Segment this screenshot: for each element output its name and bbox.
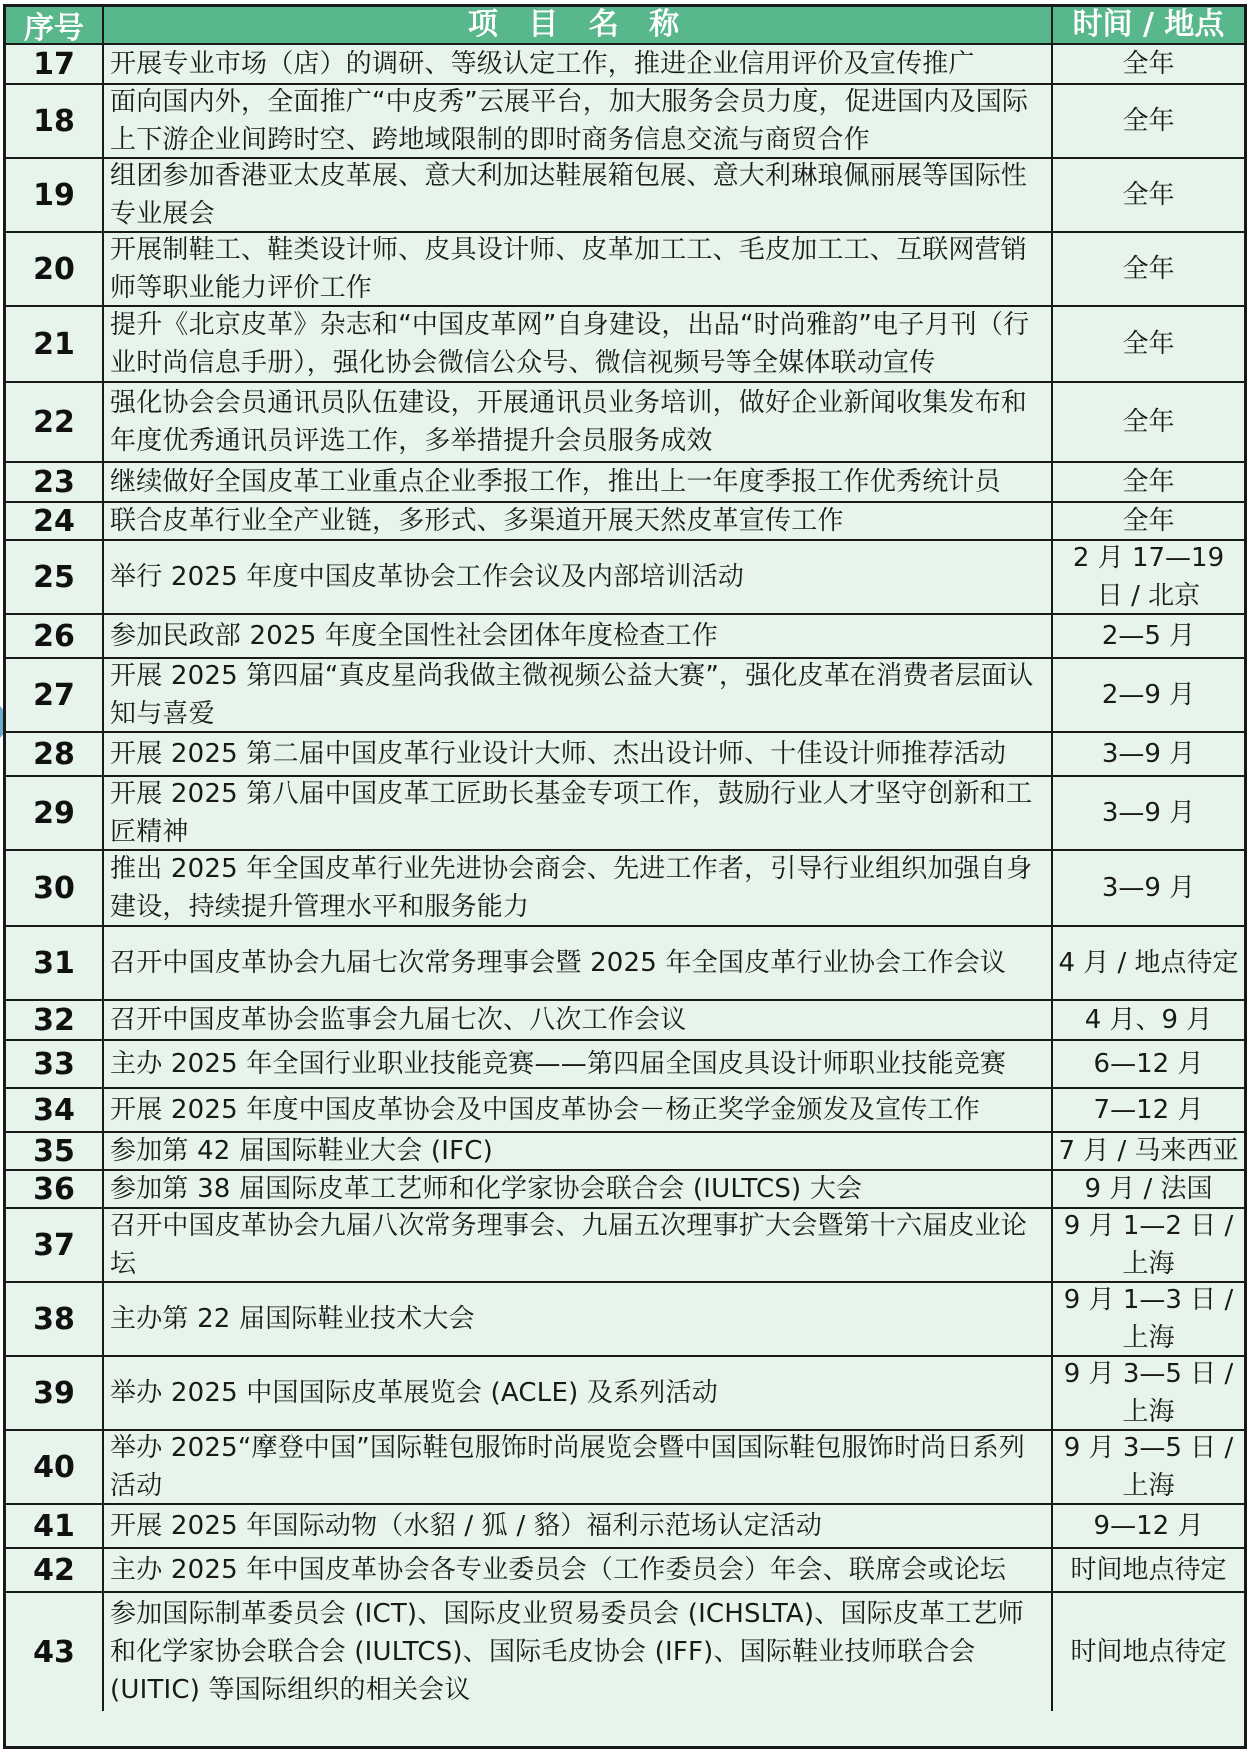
table-row: [6, 1171, 1244, 1209]
row-num: 18: [6, 85, 104, 157]
row-name: 举办 2025“摩登中国”国际鞋包服饰时尚展览会暨中国国际鞋包服饰时尚日系列活动: [104, 1431, 1053, 1503]
table-row: [6, 541, 1244, 615]
table-row: [6, 45, 1244, 85]
table-row: [6, 1133, 1244, 1171]
row-num: 42: [6, 1549, 104, 1591]
row-num: 40: [6, 1431, 104, 1503]
row-num: 35: [6, 1133, 104, 1169]
row-num: 41: [6, 1505, 104, 1547]
table-row: [6, 383, 1244, 463]
row-time: 7—12 月: [1093, 1095, 1204, 1125]
row-name: 参加第 38 届国际皮革工艺师和化学家协会联合会 (IULTCS) 大会: [104, 1171, 1053, 1207]
table-row: [6, 307, 1244, 383]
row-time: 全年: [1122, 49, 1175, 79]
header-num: 序号: [6, 7, 104, 43]
row-time: 9—12 月: [1093, 1511, 1204, 1541]
row-time: 2—5 月: [1101, 621, 1196, 651]
table-row: [6, 659, 1244, 733]
row-time: 4 月 / 地点待定: [1058, 948, 1239, 978]
row-time: 全年: [1122, 180, 1175, 210]
row-num: 28: [6, 733, 104, 775]
row-name: 推出 2025 年全国皮革行业先进协会商会、先进工作者，引导行业组织加强自身建设，持续提升管理水平和服务能力: [104, 851, 1053, 925]
row-name: 组团参加香港亚太皮革展、意大利加达鞋展箱包展、意大利琳琅佩丽展等国际性专业展会: [104, 159, 1053, 231]
row-name: 面向国内外，全面推广“中皮秀”云展平台，加大服务会员力度，促进国内及国际上下游企业间跨时空、跨地域限制的即时商务信息交流与商贸合作: [104, 85, 1053, 157]
row-num: 34: [6, 1089, 104, 1131]
table-row: [6, 1209, 1244, 1283]
table-row: [6, 85, 1244, 159]
row-time: 9 月 1—2 日 / 上海: [1063, 1211, 1234, 1279]
row-name: 参加第 42 届国际鞋业大会 (IFC): [104, 1133, 1053, 1169]
row-time: 全年: [1122, 506, 1175, 536]
row-name: 开展制鞋工、鞋类设计师、皮具设计师、皮革加工工、毛皮加工工、互联网营销师等职业能力评价工作: [104, 233, 1053, 305]
table-header-row: [6, 7, 1244, 45]
row-name: 主办第 22 届国际鞋业技术大会: [104, 1283, 1053, 1355]
header-name: 项 目 名 称: [104, 7, 1053, 43]
row-num: 31: [6, 927, 104, 999]
table-row: [6, 1283, 1244, 1357]
table-row: [6, 777, 1244, 851]
row-num: 30: [6, 851, 104, 925]
table-row: [6, 1549, 1244, 1593]
row-time: 全年: [1122, 106, 1175, 136]
row-num: 19: [6, 159, 104, 231]
row-num: 27: [6, 659, 104, 731]
row-time: 4 月、9 月: [1084, 1005, 1213, 1035]
row-num: 36: [6, 1171, 104, 1207]
table-row: [6, 1593, 1244, 1711]
row-name: 举行 2025 年度中国皮革协会工作会议及内部培训活动: [104, 541, 1053, 613]
row-num: 32: [6, 1001, 104, 1039]
row-time: 3—9 月: [1101, 873, 1196, 903]
row-time: 9 月 3—5 日 / 上海: [1063, 1359, 1234, 1427]
row-time: 全年: [1122, 329, 1175, 359]
table-row: [6, 927, 1244, 1001]
row-num: 33: [6, 1041, 104, 1087]
row-name: 继续做好全国皮革工业重点企业季报工作，推出上一年度季报工作优秀统计员: [104, 463, 1053, 501]
row-name: 提升《北京皮革》杂志和“中国皮革网”自身建设，出品“时尚雅韵”电子月刊（行业时尚信息手册），强化协会微信公众号、微信视频号等全媒体联动宣传: [104, 307, 1053, 381]
table-row: [6, 233, 1244, 307]
row-name: 参加国际制革委员会 (ICT)、国际皮业贸易委员会 (ICHSLTA)、国际皮革工艺师和化学家协会联合会 (IULTCS)、国际毛皮协会 (IFF)、国际鞋业技师联合会 (UITIC) 等国际组织的相关会议: [104, 1593, 1053, 1711]
row-time: 3—9 月: [1101, 798, 1196, 828]
row-num: 26: [6, 615, 104, 657]
table-row: [6, 1089, 1244, 1133]
row-name: 开展专业市场（店）的调研、等级认定工作，推进企业信用评价及宣传推广: [104, 45, 1053, 83]
row-name: 联合皮革行业全产业链，多形式、多渠道开展天然皮革宣传工作: [104, 503, 1053, 539]
header-time: 时间 / 地点: [1072, 7, 1225, 42]
row-num: 37: [6, 1209, 104, 1281]
row-time: 9 月 3—5 日 / 上海: [1063, 1433, 1234, 1501]
table-row: [6, 1041, 1244, 1089]
row-time: 3—9 月: [1101, 739, 1196, 769]
row-num: 29: [6, 777, 104, 849]
row-name: 开展 2025 第四届“真皮星尚我做主微视频公益大赛”，强化皮革在消费者层面认知与喜爱: [104, 659, 1053, 731]
row-name: 开展 2025 年度中国皮革协会及中国皮革协会－杨正奖学金颁发及宣传工作: [104, 1089, 1053, 1131]
row-name: 开展 2025 第八届中国皮革工匠助长基金专项工作，鼓励行业人才坚守创新和工匠精神: [104, 777, 1053, 849]
row-time: 2 月 17—19 日 / 北京: [1072, 543, 1225, 611]
row-num: 21: [6, 307, 104, 381]
row-name: 开展 2025 第二届中国皮革行业设计大师、杰出设计师、十佳设计师推荐活动: [104, 733, 1053, 775]
row-num: 43: [6, 1593, 104, 1711]
row-name: 主办 2025 年中国皮革协会各专业委员会（工作委员会）年会、联席会或论坛: [104, 1549, 1053, 1591]
table-row: [6, 463, 1244, 503]
table-row: [6, 1001, 1244, 1041]
row-time: 全年: [1122, 254, 1175, 284]
row-time: 6—12 月: [1093, 1049, 1204, 1079]
table-row: [6, 733, 1244, 777]
row-name: 主办 2025 年全国行业职业技能竞赛——第四届全国皮具设计师职业技能竞赛: [104, 1041, 1053, 1087]
row-name: 召开中国皮革协会九届八次常务理事会、九届五次理事扩大会暨第十六届皮业论坛: [104, 1209, 1053, 1281]
row-time: 7 月 / 马来西亚: [1058, 1136, 1239, 1166]
row-num: 24: [6, 503, 104, 539]
row-time: 全年: [1122, 407, 1175, 437]
row-name: 参加民政部 2025 年度全国性社会团体年度检查工作: [104, 615, 1053, 657]
row-time: 时间地点待定: [1070, 1555, 1227, 1585]
row-name: 开展 2025 年国际动物（水貂 / 狐 / 貉）福利示范场认定活动: [104, 1505, 1053, 1547]
row-num: 25: [6, 541, 104, 613]
row-num: 39: [6, 1357, 104, 1429]
row-name: 举办 2025 中国国际皮革展览会 (ACLE) 及系列活动: [104, 1357, 1053, 1429]
row-time: 9 月 / 法国: [1084, 1174, 1213, 1204]
row-time: 时间地点待定: [1070, 1637, 1227, 1667]
row-name: 强化协会会员通讯员队伍建设，开展通讯员业务培训，做好企业新闻收集发布和年度优秀通讯员评选工作，多举措提升会员服务成效: [104, 383, 1053, 461]
row-num: 20: [6, 233, 104, 305]
row-time: 全年: [1122, 467, 1175, 497]
table-row: [6, 1357, 1244, 1431]
table-row: [6, 503, 1244, 541]
row-num: 17: [6, 45, 104, 83]
table-row: [6, 159, 1244, 233]
table-row: [6, 1505, 1244, 1549]
table-row: [6, 1431, 1244, 1505]
row-num: 22: [6, 383, 104, 461]
row-num: 38: [6, 1283, 104, 1355]
row-name: 召开中国皮革协会九届七次常务理事会暨 2025 年全国皮革行业协会工作会议: [104, 927, 1053, 999]
row-time: 2—9 月: [1101, 680, 1196, 710]
table-row: [6, 851, 1244, 927]
table-row: [6, 615, 1244, 659]
work-plan-table: [3, 4, 1247, 1749]
row-name: 召开中国皮革协会监事会九届七次、八次工作会议: [104, 1001, 1053, 1039]
row-time: 9 月 1—3 日 / 上海: [1063, 1285, 1234, 1353]
row-num: 23: [6, 463, 104, 501]
